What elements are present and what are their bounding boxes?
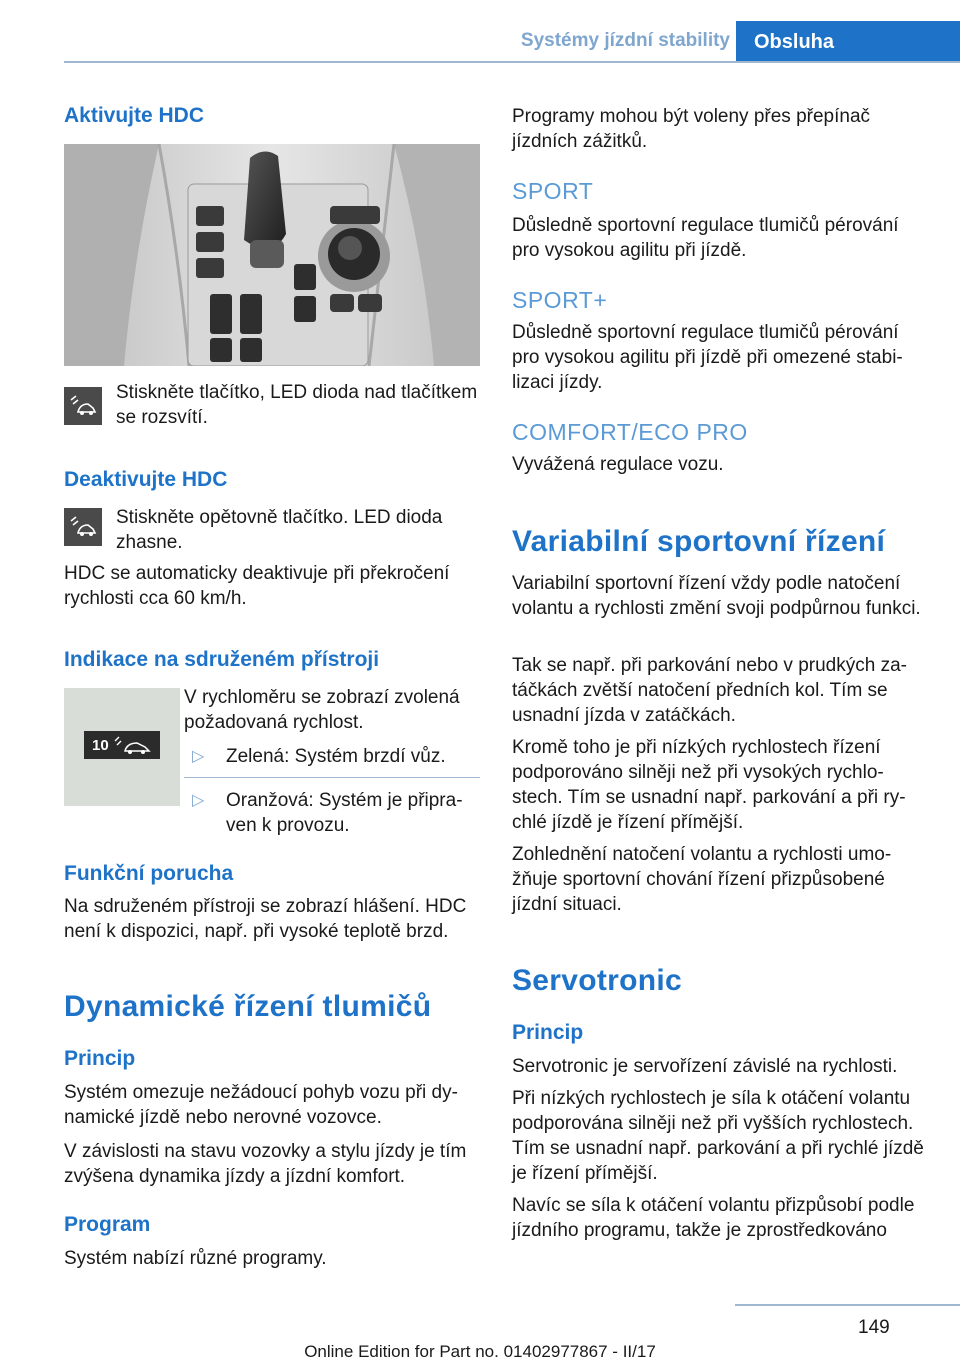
instrument-display-image bbox=[64, 688, 180, 806]
sport-text: Důsledně sportovní regulace tlumičů pérování pro vysokou agilitu při jízdě. bbox=[512, 215, 899, 261]
heading-program: Program bbox=[64, 1213, 151, 1236]
triangle-bullet-icon: ▷ bbox=[192, 748, 205, 765]
variable-paragraph-2: Tak se např. při parkování nebo v prudkých zatáčkách zvětší natočení předních kol. Tím se usnadní jízda v zatáčkách. bbox=[512, 655, 907, 726]
servotronic-paragraph-3: Navíc se síla k otáčení volantu přizpůsobí podle jízdního programu, takže je zprostředkováno bbox=[512, 1195, 915, 1241]
servotronic-paragraph-1: Servotronic je servořízení závislé na rychlosti. bbox=[512, 1056, 898, 1077]
running-header-tab: Obsluha bbox=[736, 21, 960, 63]
display-text: V rychloměru se zobrazí zvolená požadovaná rychlost. bbox=[184, 687, 460, 733]
list-item: ▷ Oranžová: Systém je připraven k provozu. bbox=[184, 777, 480, 838]
heading-dynamic-damper: Dynamické řízení tlumičů bbox=[64, 990, 432, 1023]
comfort-text: Vyvážená regulace vozu. bbox=[512, 454, 724, 475]
activate-instruction: Stiskněte tlačítko, LED dioda nad tlačítkem se rozsvítí. bbox=[116, 382, 478, 428]
variable-paragraph-4: Zohlednění natočení volantu a rychlosti umožňuje sportovní chování řízení přizpůsobené jízdní situaci. bbox=[512, 844, 892, 915]
servotronic-paragraph-2: Při nízkých rychlostech je síla k otáčení volantu podporována silněji než při vyšších rychlostech. Tím se usnadní např. parkování a při rychlé jízdě je řízení přímější. bbox=[512, 1088, 924, 1184]
hdc-button-icon bbox=[64, 387, 102, 425]
display-status-list bbox=[184, 744, 480, 838]
header-rule bbox=[64, 61, 960, 63]
heading-comfort-eco-pro: COMFORT/ECO PRO bbox=[512, 419, 748, 445]
variable-paragraph-3: Kromě toho je při nízkých rychlostech řízení podporováno silněji než při vysokých rychlostech. Tím se usnadní např. parkování a při rychlé jízdě je řízení přímější. bbox=[512, 737, 906, 833]
heading-activate-hdc: Aktivujte HDC bbox=[64, 104, 205, 127]
heading-malfunction: Funkční porucha bbox=[64, 862, 234, 885]
heading-servotronic-principle: Princip bbox=[512, 1021, 584, 1044]
triangle-bullet-icon: ▷ bbox=[192, 792, 205, 809]
footer-rule bbox=[735, 1304, 960, 1306]
heading-servotronic: Servotronic bbox=[512, 964, 683, 997]
malfunction-text: Na sdruženém přístroji se zobrazí hlášení. HDC není k dispozici, např. při vysoké teplotě brzd. bbox=[64, 896, 467, 942]
heading-principle: Princip bbox=[64, 1047, 136, 1070]
footer-edition: Online Edition for Part no. 01402977867 - II/17 bbox=[304, 1342, 656, 1361]
running-header-section: Systémy jízdní stability bbox=[520, 30, 730, 51]
display-speed-value: 10 bbox=[92, 736, 109, 754]
hdc-car-icon bbox=[113, 735, 157, 755]
principle-paragraph-2: V závislosti na stavu vozovky a stylu jízdy je tím zvýšena dynamika jízdy a jízdní komfort. bbox=[64, 1141, 467, 1187]
sport-plus-text: Důsledně sportovní regulace tlumičů pérování pro vysokou agilitu při jízdě při omezené stabilizaci jízdy. bbox=[512, 322, 903, 393]
principle-paragraph-1: Systém omezuje nežádoucí pohyb vozu při dynamické jízdě nebo nerovné vozovce. bbox=[64, 1082, 458, 1128]
program-text: Systém nabízí různé programy. bbox=[64, 1248, 327, 1269]
hdc-button-icon-deactivate bbox=[64, 508, 102, 546]
auto-deactivate-text: HDC se automaticky deaktivuje při překročení rychlosti cca 60 km/h. bbox=[64, 563, 450, 609]
list-item: ▷ Zelená: Systém brzdí vůz. bbox=[192, 746, 446, 767]
deactivate-instruction: Stiskněte opětovně tlačítko. LED dioda zhasne. bbox=[116, 507, 443, 553]
heading-instrument-display: Indikace na sdruženém přístroji bbox=[64, 648, 380, 671]
variable-paragraph-1: Variabilní sportovní řízení vždy podle natočení volantu a rychlosti změní svoji podpůrnou funkci. bbox=[512, 573, 921, 619]
heading-deactivate-hdc: Deaktivujte HDC bbox=[64, 468, 228, 491]
center-console-photo bbox=[64, 144, 480, 366]
program-intro: Programy mohou být voleny přes přepínač jízdních zážitků. bbox=[512, 106, 871, 152]
heading-sport-plus: SPORT+ bbox=[512, 287, 608, 313]
heading-variable-steering: Variabilní sportovní řízení bbox=[512, 525, 886, 558]
heading-sport: SPORT bbox=[512, 178, 594, 204]
page-number: 149 bbox=[858, 1317, 890, 1338]
